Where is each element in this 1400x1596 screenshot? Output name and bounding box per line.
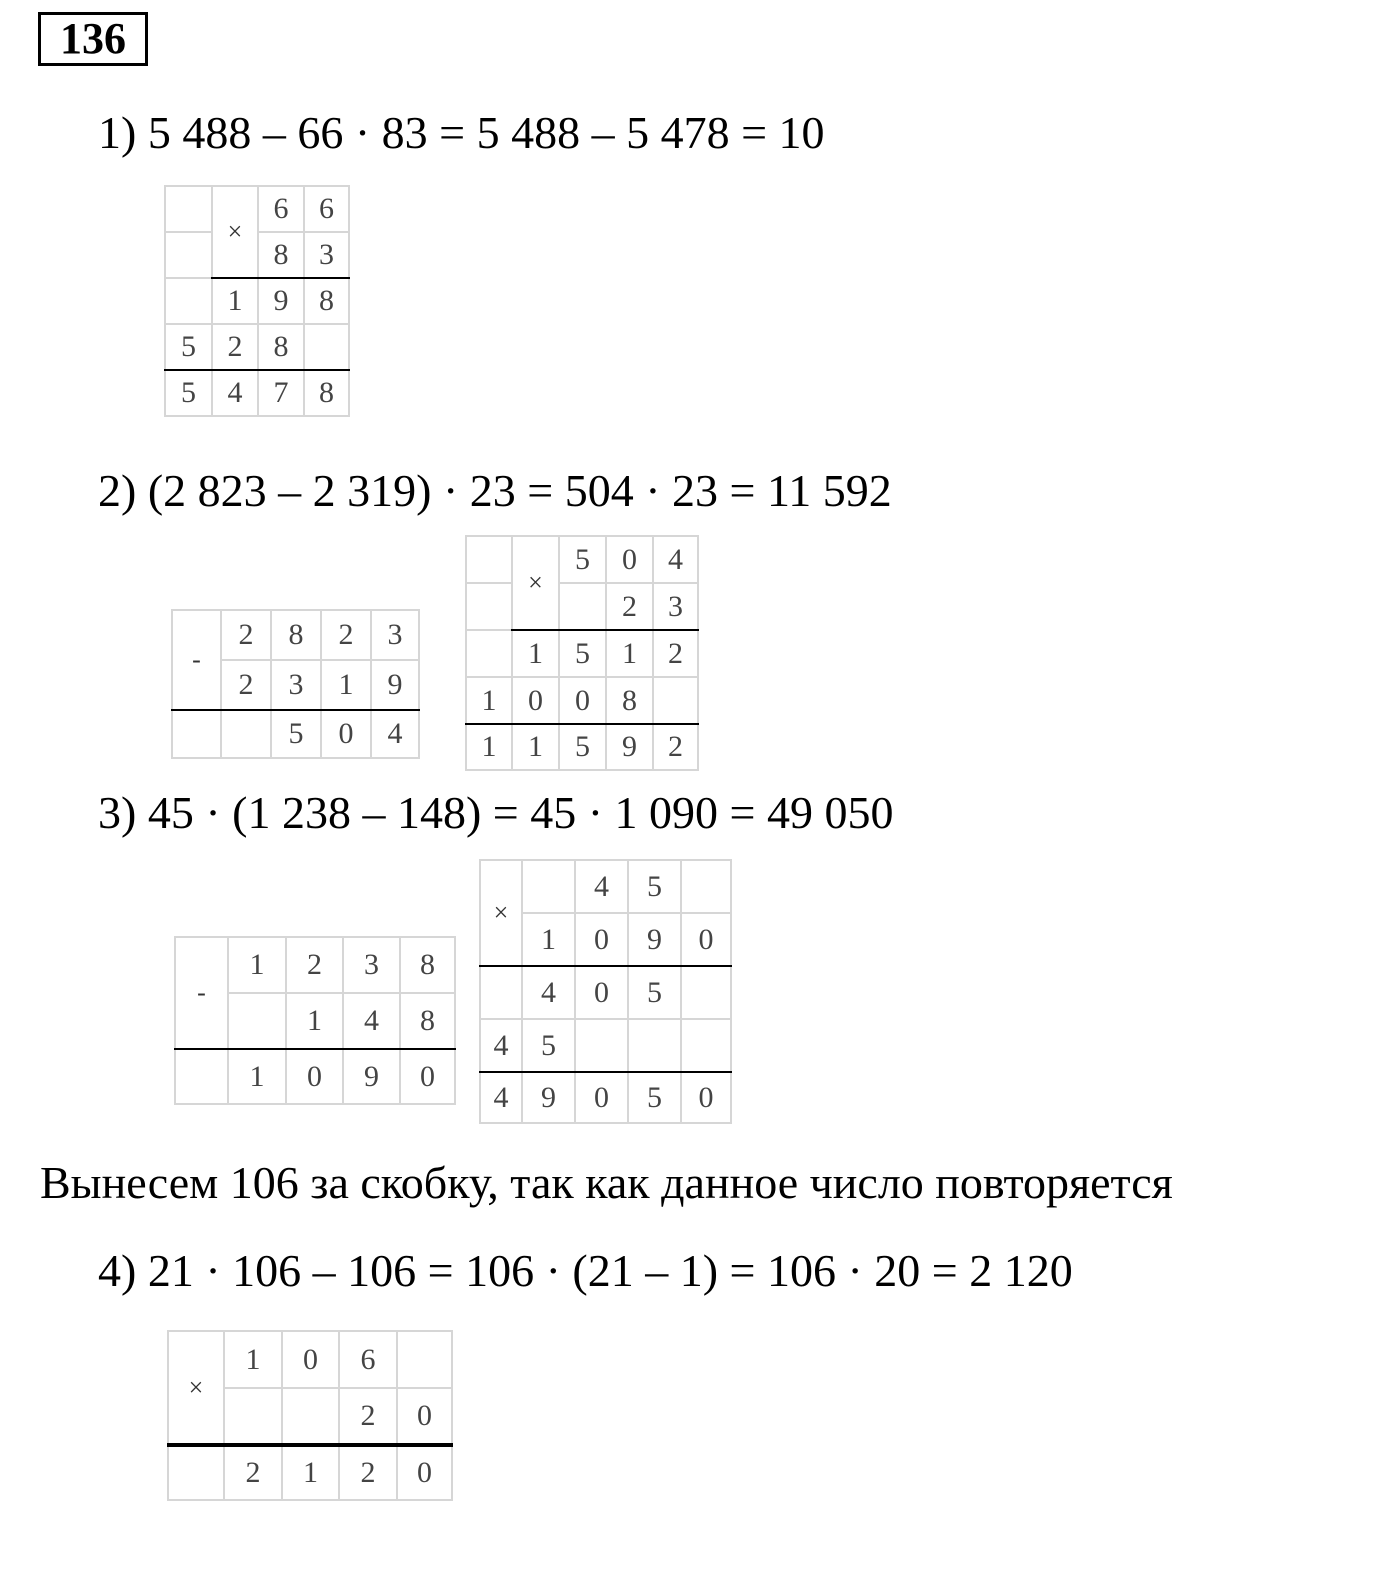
grid-cell: 2	[221, 610, 271, 660]
grid-cell	[466, 583, 512, 630]
grid-cell: 2	[339, 1388, 397, 1445]
grid-cell: 0	[512, 677, 559, 724]
multiplication-grid-45x1090	[479, 859, 732, 1124]
minus-sign: -	[175, 937, 228, 1049]
expression-2: 2) (2 823 – 2 319) · 23 = 504 · 23 = 11 592	[98, 465, 892, 516]
explanation-note: Вынесем 106 за скобку, так как данное число повторяется	[40, 1157, 1173, 1208]
grid-cell: 3	[304, 232, 349, 278]
grid-cell: 2	[339, 1445, 397, 1500]
grid-cell	[559, 583, 606, 630]
grid-cell: 6	[339, 1331, 397, 1388]
grid-cell: 9	[628, 913, 681, 966]
grid-cell: 1	[522, 913, 575, 966]
grid-cell: 5	[628, 966, 681, 1019]
grid-cell: 0	[397, 1445, 452, 1500]
grid-cell: 8	[304, 370, 349, 416]
grid-cell: 1	[466, 677, 512, 724]
grid-cell: 5	[559, 724, 606, 770]
grid-cell: 5	[271, 710, 321, 758]
grid-cell: 5	[628, 1072, 681, 1123]
grid-cell: 8	[258, 324, 304, 370]
grid-cell: 1	[512, 724, 559, 770]
grid-cell	[224, 1388, 282, 1445]
grid-cell	[172, 710, 221, 758]
grid-cell: 0	[575, 966, 628, 1019]
grid-cell: 0	[606, 536, 653, 583]
expression-1: 1) 5 488 – 66 · 83 = 5 488 – 5 478 = 10	[98, 107, 825, 158]
grid-cell: 0	[681, 913, 731, 966]
grid-cell	[228, 993, 286, 1049]
grid-cell: 3	[343, 937, 400, 993]
grid-cell: 2	[653, 724, 698, 770]
grid-cell: 8	[258, 232, 304, 278]
grid-cell	[165, 278, 212, 324]
grid-cell: 4	[371, 710, 419, 758]
grid-cell: 1	[224, 1331, 282, 1388]
grid-cell: 0	[575, 913, 628, 966]
grid-cell: 6	[258, 186, 304, 232]
grid-cell: 4	[653, 536, 698, 583]
multiply-sign: ×	[480, 860, 522, 966]
grid-cell: 9	[258, 278, 304, 324]
grid-cell: 8	[400, 937, 455, 993]
multiply-sign: ×	[512, 536, 559, 630]
grid-cell: 6	[304, 186, 349, 232]
grid-cell: 4	[480, 1019, 522, 1072]
grid-cell	[681, 1019, 731, 1072]
task-number: 136	[38, 12, 148, 66]
grid-cell: 4	[575, 860, 628, 913]
grid-cell: 9	[371, 660, 419, 710]
multiply-sign: ×	[168, 1331, 224, 1445]
grid-cell: 2	[653, 630, 698, 677]
grid-cell: 5	[628, 860, 681, 913]
grid-cell: 8	[271, 610, 321, 660]
subtraction-grid-2823-2319	[171, 609, 420, 759]
grid-cell: 5	[559, 536, 606, 583]
grid-cell: 5	[522, 1019, 575, 1072]
grid-cell: 5	[165, 324, 212, 370]
grid-cell	[628, 1019, 681, 1072]
grid-cell	[165, 232, 212, 278]
grid-cell: 4	[212, 370, 258, 416]
expression-3: 3) 45 · (1 238 – 148) = 45 · 1 090 = 49 050	[98, 787, 894, 838]
grid-cell: 8	[606, 677, 653, 724]
minus-sign: -	[172, 610, 221, 710]
grid-cell: 3	[371, 610, 419, 660]
grid-cell	[221, 710, 271, 758]
grid-cell	[480, 966, 522, 1019]
grid-cell	[522, 860, 575, 913]
grid-cell	[681, 860, 731, 913]
grid-cell: 1	[321, 660, 371, 710]
grid-cell	[653, 677, 698, 724]
grid-cell: 8	[304, 278, 349, 324]
grid-cell	[168, 1445, 224, 1500]
grid-cell	[165, 186, 212, 232]
grid-cell: 2	[224, 1445, 282, 1500]
grid-cell: 5	[165, 370, 212, 416]
multiplication-grid-66x83	[164, 185, 350, 417]
grid-cell	[282, 1388, 339, 1445]
grid-cell: 4	[522, 966, 575, 1019]
grid-cell: 2	[286, 937, 343, 993]
grid-cell: 0	[286, 1049, 343, 1104]
expression-4: 4) 21 · 106 – 106 = 106 · (21 – 1) = 106 · 20 = 2 120	[98, 1245, 1073, 1296]
grid-cell: 9	[522, 1072, 575, 1123]
grid-cell: 1	[512, 630, 559, 677]
grid-cell	[575, 1019, 628, 1072]
grid-cell: 9	[606, 724, 653, 770]
grid-cell: 0	[321, 710, 371, 758]
subtraction-grid-1238-148	[174, 936, 456, 1105]
grid-cell: 1	[228, 937, 286, 993]
grid-cell: 0	[559, 677, 606, 724]
grid-cell: 1	[286, 993, 343, 1049]
grid-cell	[466, 536, 512, 583]
grid-cell: 1	[606, 630, 653, 677]
grid-cell: 0	[681, 1072, 731, 1123]
grid-cell: 2	[212, 324, 258, 370]
grid-cell: 8	[400, 993, 455, 1049]
grid-cell: 2	[221, 660, 271, 710]
grid-cell: 0	[282, 1331, 339, 1388]
grid-cell: 2	[606, 583, 653, 630]
multiplication-grid-106x20	[167, 1330, 453, 1501]
grid-cell: 1	[228, 1049, 286, 1104]
grid-cell: 2	[321, 610, 371, 660]
grid-cell: 4	[480, 1072, 522, 1123]
multiplication-grid-504x23	[465, 535, 699, 771]
grid-cell: 3	[271, 660, 321, 710]
grid-cell: 0	[400, 1049, 455, 1104]
grid-cell: 7	[258, 370, 304, 416]
grid-cell: 1	[466, 724, 512, 770]
grid-cell: 3	[653, 583, 698, 630]
grid-cell: 0	[575, 1072, 628, 1123]
grid-cell: 0	[397, 1388, 452, 1445]
grid-cell: 9	[343, 1049, 400, 1104]
grid-cell: 5	[559, 630, 606, 677]
grid-cell	[681, 966, 731, 1019]
grid-cell: 1	[282, 1445, 339, 1500]
grid-cell	[304, 324, 349, 370]
grid-cell	[175, 1049, 228, 1104]
grid-cell	[397, 1331, 452, 1388]
grid-cell	[466, 630, 512, 677]
multiply-sign: ×	[212, 186, 258, 278]
grid-cell: 1	[212, 278, 258, 324]
grid-cell: 4	[343, 993, 400, 1049]
